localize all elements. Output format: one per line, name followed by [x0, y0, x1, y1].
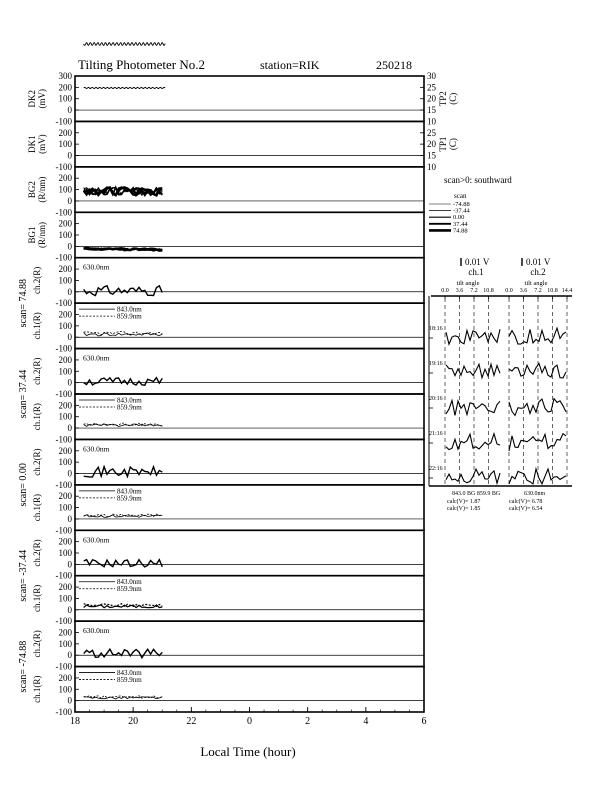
- x-tick-label: 2: [305, 716, 311, 727]
- series-line-0: [84, 286, 163, 296]
- panel-s5-ch2: [32, 621, 424, 671]
- scan-group-label: [18, 370, 29, 418]
- y-tick-label: -100: [55, 525, 72, 536]
- tilt-angle-label: 0.0: [505, 288, 513, 294]
- figure-title: Tilting Photometer No.2: [78, 57, 206, 72]
- panel-bg2: [27, 167, 424, 217]
- y-axis-label-line: ch.1(R): [32, 403, 42, 431]
- station-label: station=RIK: [260, 58, 320, 72]
- y-tick-label: 0: [67, 513, 72, 524]
- y-tick-label: -100: [55, 434, 72, 445]
- legend-entry: 859.9nm: [117, 403, 142, 412]
- tilt-time-label: 22:16: [429, 466, 443, 472]
- y-tick-label: 0: [67, 195, 72, 206]
- tilt-axis-title-ch2: tilt angle: [524, 280, 548, 287]
- y-axis-label: [32, 403, 42, 430]
- tilt-trace-ch2: [509, 328, 566, 344]
- panel-s4-ch2: [32, 530, 424, 580]
- y-tick-label: 200: [58, 82, 72, 93]
- y-tick-label: 100: [58, 684, 72, 695]
- y-tick-label: 100: [58, 139, 72, 150]
- tilt-panel: [429, 257, 572, 512]
- scan-legend-header: scan: [454, 192, 467, 200]
- y-tick-label: 100: [58, 230, 72, 240]
- panel-s4-ch1: [32, 576, 424, 626]
- tilt-footer-ch1: 843.0 BG 859.9 BG: [452, 491, 501, 497]
- tilt-angle-label: 7.2: [470, 288, 478, 294]
- legend-entry: 630.0nm: [83, 444, 110, 454]
- panel-s1-ch2: [32, 258, 424, 308]
- panel-frame: [75, 621, 424, 666]
- y-tick-label: 200: [58, 491, 72, 502]
- series-line-0: [84, 560, 163, 567]
- y-axis-label-line: BG1: [27, 226, 37, 244]
- y-tick-label: 200: [58, 127, 72, 138]
- y-tick-label: 0: [67, 695, 72, 706]
- y-tick-label: 0: [67, 468, 72, 479]
- right-axis-label-line: (C): [448, 138, 458, 151]
- tilt-calc-ch2: calc(V)= 6.78: [509, 499, 543, 505]
- scan-group-label: [18, 279, 29, 327]
- y-axis-label-line: ch.1(R): [32, 675, 42, 703]
- y-tick-label: 100: [58, 502, 72, 513]
- y-axis-label: [32, 585, 42, 612]
- y-tick-label: 200: [58, 264, 72, 275]
- panel-s5-ch1: [32, 667, 424, 717]
- scan-legend-entry: -74.88: [453, 201, 470, 208]
- tilt-trace-ch1: [446, 401, 500, 416]
- legend-entry: 843.0nm: [117, 487, 142, 496]
- tilt-calc-ch1: calc(V)= 1.85: [447, 506, 481, 512]
- y-tick-label: -100: [55, 298, 72, 309]
- y-axis-label: [27, 177, 47, 203]
- channel-label-ch1: ch.1: [468, 267, 484, 277]
- y-tick-label: 100: [58, 93, 72, 104]
- y-axis-label-line: DK1: [27, 135, 37, 153]
- legend-entry: 843.0nm: [117, 396, 142, 405]
- y-tick-label: 300: [58, 71, 72, 81]
- y-tick-label: 200: [58, 173, 72, 184]
- y-tick-label: -100: [55, 252, 72, 263]
- scan-group-label: [18, 641, 29, 693]
- scan-group-text: scan= -37.44: [18, 549, 29, 602]
- legend-entry: 630.0nm: [83, 262, 110, 272]
- series-line-0: [84, 649, 163, 658]
- right-axis-label-line: TP2: [438, 91, 448, 107]
- y-tick-label: 200: [58, 400, 72, 411]
- y-axis-label-line: ch.1(R): [32, 493, 42, 522]
- scan-group-text: scan= 0.00: [18, 463, 29, 507]
- tilt-angle-label: 7.2: [534, 288, 542, 294]
- y-axis-label: [32, 676, 42, 703]
- y-tick-label: -100: [55, 343, 72, 354]
- y-tick-label: 100: [58, 275, 72, 286]
- tilt-trace-ch2: [509, 434, 566, 451]
- scale-label-ch2: 0.01 V: [526, 257, 551, 267]
- y-axis-label: [32, 630, 42, 657]
- scan-group-label: [18, 550, 29, 602]
- panel-s2-ch1: [32, 394, 424, 444]
- scan-legend-entry: 37.44: [453, 220, 468, 228]
- panel-s3-ch1: [32, 485, 424, 535]
- series-line-0: [84, 87, 166, 88]
- y-tick-label: 0: [67, 332, 72, 343]
- tilt-trace-ch1: [446, 329, 500, 344]
- tilt-angle-label: 3.6: [519, 288, 528, 294]
- panel-bg1: [27, 212, 424, 262]
- right-tick-label: 10: [427, 116, 436, 127]
- y-tick-label: -100: [55, 707, 72, 717]
- y-axis-label: [32, 449, 42, 476]
- panel-s3-ch2: [32, 439, 424, 489]
- x-tick-label: 4: [363, 716, 369, 727]
- y-tick-label: 100: [58, 411, 72, 422]
- y-tick-label: 200: [58, 354, 72, 365]
- right-tick-label: 30: [427, 71, 436, 81]
- y-axis-label: [32, 312, 42, 339]
- y-axis-label-line: ch.2(R): [32, 630, 42, 658]
- scale-label-ch1: 0.01 V: [465, 257, 490, 267]
- legend-entry: 630.0nm: [83, 626, 110, 636]
- y-tick-label: 100: [58, 320, 72, 331]
- y-axis-label: [32, 539, 42, 566]
- y-tick-label: 200: [58, 309, 72, 320]
- scan-legend-entry: 74.88: [453, 227, 468, 235]
- legend-entry: 843.0nm: [117, 578, 142, 587]
- y-tick-label: -100: [55, 661, 72, 672]
- scan-legend: [429, 175, 512, 234]
- panel-s2-ch2: [32, 349, 424, 399]
- tilt-calc-ch2: calc(V)= 6.54: [509, 506, 543, 512]
- tilt-trace-ch1: [446, 434, 500, 450]
- panel-frame: [75, 76, 424, 121]
- y-axis-label-line: ch.2(R): [32, 448, 42, 476]
- y-axis-label: [27, 222, 47, 248]
- y-tick-label: 200: [58, 627, 72, 638]
- tilt-angle-label: 10.8: [483, 288, 494, 294]
- y-axis-label-line: (mV): [37, 88, 47, 109]
- scan-group-label: [18, 463, 29, 506]
- y-axis-label-line: ch.2(R): [32, 357, 42, 385]
- scan-group-text: scan= 37.44: [18, 369, 29, 419]
- y-tick-label: 0: [67, 559, 72, 570]
- tilt-trace-ch1: [446, 469, 500, 483]
- scan-legend-title: scan>0: southward: [444, 175, 512, 185]
- x-tick-label: 0: [247, 716, 252, 727]
- panel-frame: [75, 530, 424, 575]
- tilt-angle-label: 3.6: [455, 288, 464, 294]
- scan-group-text: scan= -74.88: [18, 640, 29, 693]
- tilt-calc-ch1: calc(V)= 1.87: [447, 499, 481, 505]
- y-tick-label: 0: [67, 423, 72, 434]
- y-tick-label: 200: [58, 672, 72, 683]
- y-tick-label: 0: [67, 150, 72, 161]
- y-tick-label: -100: [55, 161, 72, 172]
- y-axis-label-line: ch.1(R): [32, 312, 42, 340]
- tilt-trace-ch2: [509, 399, 566, 416]
- date-label: 250218: [376, 58, 412, 72]
- scan-group-text: scan= 74.88: [18, 278, 29, 328]
- y-axis-label-line: (R/nm): [37, 176, 47, 203]
- panel-dk1: [27, 121, 458, 171]
- tilt-angle-label: 14.4: [561, 288, 573, 294]
- panel-frame: [75, 349, 424, 394]
- tilt-trace-ch1: [446, 364, 500, 378]
- top-dk-trace: [84, 43, 166, 46]
- y-tick-label: -100: [55, 570, 72, 581]
- y-tick-label: 100: [58, 366, 72, 377]
- series-line-0: [84, 378, 163, 386]
- right-axis-label: [438, 91, 458, 106]
- right-tick-label: 15: [427, 150, 436, 161]
- legend-entry: 859.9nm: [117, 494, 142, 503]
- y-axis-label: [32, 494, 42, 521]
- channel-label-ch2: ch.2: [530, 267, 546, 277]
- y-tick-label: 200: [58, 536, 72, 547]
- panel-stack: [18, 71, 458, 717]
- tilt-trace-ch2: [509, 469, 566, 484]
- y-tick-label: 100: [58, 593, 72, 604]
- y-tick-label: 100: [58, 638, 72, 649]
- y-tick-label: -100: [55, 616, 72, 627]
- panel-s1-ch1: [32, 303, 424, 353]
- y-tick-label: 0: [67, 377, 72, 388]
- panel-frame: [75, 121, 424, 166]
- tilt-time-label: 20:16: [429, 396, 443, 402]
- y-axis-label: [27, 89, 47, 109]
- y-axis-label-line: (mV): [37, 134, 47, 154]
- y-tick-label: 0: [67, 286, 72, 297]
- legend-entry: 843.0nm: [117, 669, 142, 678]
- y-axis-label: [32, 267, 42, 294]
- x-tick-label: 18: [70, 716, 80, 727]
- x-tick-label: 22: [186, 716, 197, 727]
- series-line-0: [84, 333, 163, 336]
- y-tick-label: -100: [55, 116, 72, 127]
- panel-dk2: [27, 71, 458, 126]
- right-tick-label: 15: [427, 105, 436, 116]
- x-axis-label: Local Time (hour): [200, 744, 296, 759]
- right-tick-label: 25: [427, 127, 436, 138]
- legend-entry: 859.9nm: [117, 312, 142, 321]
- y-tick-label: 0: [67, 650, 72, 661]
- y-tick-label: 100: [58, 457, 72, 468]
- tilt-time-label: 18:16: [429, 326, 443, 332]
- y-axis-label-line: ch.2(R): [32, 539, 42, 567]
- tilt-time-label: 21:16: [429, 431, 443, 437]
- y-tick-label: 200: [58, 218, 72, 229]
- y-axis-label-line: DK2: [27, 89, 37, 108]
- y-tick-label: 100: [58, 184, 72, 195]
- tilt-trace-ch2: [509, 364, 566, 378]
- y-tick-label: -100: [55, 389, 72, 399]
- y-axis-label: [32, 358, 42, 385]
- legend-entry: 630.0nm: [83, 353, 110, 363]
- panel-frame: [75, 258, 424, 303]
- right-axis-label: [438, 137, 458, 152]
- y-tick-label: -100: [55, 479, 72, 490]
- tilt-axis-title-ch1: tilt angle: [456, 280, 480, 287]
- legend-entry: 630.0nm: [83, 535, 110, 545]
- y-axis-label-line: ch.2(R): [32, 266, 42, 295]
- series-line-0: [84, 467, 163, 477]
- legend-entry: 859.9nm: [117, 585, 142, 594]
- y-axis-label-line: ch.1(R): [32, 584, 42, 613]
- tilt-time-label: 19:16: [429, 361, 443, 367]
- x-axis: [70, 707, 427, 727]
- right-tick-label: 10: [427, 161, 436, 172]
- tilt-footer-ch2: 630.0nm: [524, 491, 546, 497]
- tilt-angle-label: 10.8: [547, 288, 558, 294]
- right-tick-label: 25: [427, 82, 436, 93]
- legend-entry: 843.0nm: [117, 305, 142, 314]
- y-tick-label: 0: [67, 604, 72, 615]
- y-tick-label: 200: [58, 582, 72, 593]
- legend-entry: 859.9nm: [117, 676, 142, 685]
- y-tick-label: -100: [55, 207, 72, 218]
- y-tick-label: 200: [58, 445, 72, 456]
- y-tick-label: 0: [67, 105, 72, 116]
- right-axis-label-line: TP1: [438, 136, 448, 152]
- y-tick-label: 0: [67, 241, 72, 252]
- right-tick-label: 20: [427, 139, 436, 150]
- tilt-angle-label: 0.0: [441, 288, 449, 294]
- right-axis-label-line: (C): [448, 92, 458, 105]
- y-tick-label: 100: [58, 548, 72, 558]
- x-tick-label: 6: [421, 716, 427, 727]
- scan-legend-entry: -37.44: [453, 207, 470, 215]
- right-tick-label: 20: [427, 93, 436, 104]
- y-axis-label-line: (R/nm): [37, 222, 47, 248]
- scan-legend-entry: 0.00: [453, 214, 465, 222]
- x-tick-label: 20: [128, 716, 139, 727]
- y-axis-label: [27, 134, 47, 154]
- y-axis-label-line: BG2: [27, 181, 37, 199]
